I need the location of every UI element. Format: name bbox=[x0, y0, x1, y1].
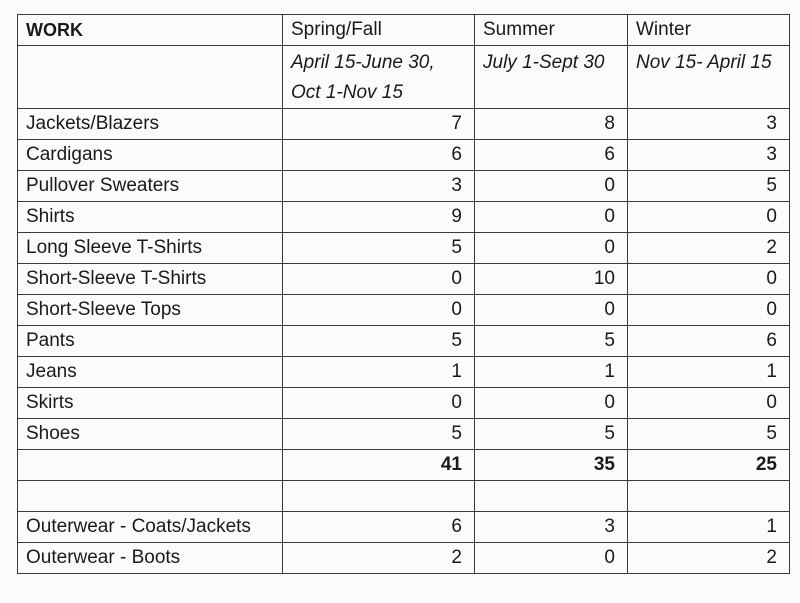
row-value-cell: 0 bbox=[283, 388, 475, 419]
row-value-cell: 0 bbox=[628, 202, 790, 233]
row-value-cell: 3 bbox=[283, 171, 475, 202]
row-value-cell: 1 bbox=[283, 357, 475, 388]
clothing-count-table bbox=[17, 14, 790, 574]
row-value-cell: 0 bbox=[628, 264, 790, 295]
column-header-spring-fall: Spring/Fall bbox=[283, 15, 475, 46]
empty-cell bbox=[283, 481, 475, 512]
empty-cell bbox=[475, 481, 628, 512]
row-label: Shirts bbox=[18, 202, 283, 233]
row-value-cell: 1 bbox=[475, 357, 628, 388]
table-row bbox=[18, 419, 790, 450]
date-range-spring-fall: April 15-June 30, Oct 1-Nov 15 bbox=[283, 46, 475, 109]
clothing-table-container bbox=[17, 14, 789, 574]
row-label: Jeans bbox=[18, 357, 283, 388]
row-value-cell: 2 bbox=[283, 543, 475, 574]
date-range-summer: July 1-Sept 30 bbox=[475, 46, 628, 109]
row-value-cell: 5 bbox=[283, 233, 475, 264]
table-row bbox=[18, 109, 790, 140]
row-value-cell: 0 bbox=[475, 388, 628, 419]
date-range-empty-cell bbox=[18, 46, 283, 109]
row-value-cell: 1 bbox=[628, 357, 790, 388]
row-value-cell: 0 bbox=[475, 295, 628, 326]
row-value-cell: 7 bbox=[283, 109, 475, 140]
row-value-cell: 2 bbox=[628, 543, 790, 574]
row-value-cell: 0 bbox=[283, 264, 475, 295]
row-label: Short-Sleeve Tops bbox=[18, 295, 283, 326]
row-value-cell: 5 bbox=[628, 171, 790, 202]
row-label: Cardigans bbox=[18, 140, 283, 171]
row-value-cell: 0 bbox=[475, 543, 628, 574]
row-value-cell: 0 bbox=[628, 388, 790, 419]
spacer-row bbox=[18, 481, 790, 512]
outerwear-row bbox=[18, 512, 790, 543]
totals-label-cell bbox=[18, 450, 283, 481]
row-value-cell: 5 bbox=[475, 419, 628, 450]
column-header-winter: Winter bbox=[628, 15, 790, 46]
row-value-cell: 0 bbox=[475, 171, 628, 202]
row-value-cell: 5 bbox=[283, 419, 475, 450]
total-value-cell: 35 bbox=[475, 450, 628, 481]
table-row bbox=[18, 202, 790, 233]
table-row bbox=[18, 140, 790, 171]
total-value-cell: 41 bbox=[283, 450, 475, 481]
row-label: Pants bbox=[18, 326, 283, 357]
row-value-cell: 0 bbox=[628, 295, 790, 326]
table-row bbox=[18, 295, 790, 326]
row-value-cell: 0 bbox=[283, 295, 475, 326]
row-value-cell: 9 bbox=[283, 202, 475, 233]
table-row bbox=[18, 171, 790, 202]
row-value-cell: 3 bbox=[475, 512, 628, 543]
row-value-cell: 8 bbox=[475, 109, 628, 140]
row-value-cell: 2 bbox=[628, 233, 790, 264]
row-value-cell: 0 bbox=[475, 233, 628, 264]
row-label: Long Sleeve T-Shirts bbox=[18, 233, 283, 264]
row-value-cell: 6 bbox=[283, 512, 475, 543]
empty-cell bbox=[18, 481, 283, 512]
empty-cell bbox=[628, 481, 790, 512]
outerwear-row bbox=[18, 543, 790, 574]
date-range-row bbox=[18, 46, 790, 109]
row-label: Jackets/Blazers bbox=[18, 109, 283, 140]
column-header-summer: Summer bbox=[475, 15, 628, 46]
table-row bbox=[18, 388, 790, 419]
row-label: Outerwear - Coats/Jackets bbox=[18, 512, 283, 543]
total-value-cell: 25 bbox=[628, 450, 790, 481]
row-value-cell: 5 bbox=[283, 326, 475, 357]
row-label: Pullover Sweaters bbox=[18, 171, 283, 202]
totals-row bbox=[18, 450, 790, 481]
row-value-cell: 3 bbox=[628, 109, 790, 140]
row-value-cell: 1 bbox=[628, 512, 790, 543]
row-label: Short-Sleeve T-Shirts bbox=[18, 264, 283, 295]
corner-title: WORK bbox=[18, 15, 283, 46]
row-value-cell: 6 bbox=[475, 140, 628, 171]
row-label: Outerwear - Boots bbox=[18, 543, 283, 574]
table-row bbox=[18, 357, 790, 388]
table-row bbox=[18, 264, 790, 295]
header-row bbox=[18, 15, 790, 46]
table-row bbox=[18, 233, 790, 264]
row-label: Shoes bbox=[18, 419, 283, 450]
row-value-cell: 3 bbox=[628, 140, 790, 171]
row-value-cell: 6 bbox=[283, 140, 475, 171]
row-value-cell: 6 bbox=[628, 326, 790, 357]
row-value-cell: 5 bbox=[475, 326, 628, 357]
row-value-cell: 0 bbox=[475, 202, 628, 233]
row-label: Skirts bbox=[18, 388, 283, 419]
table-row bbox=[18, 326, 790, 357]
row-value-cell: 10 bbox=[475, 264, 628, 295]
row-value-cell: 5 bbox=[628, 419, 790, 450]
date-range-winter: Nov 15- April 15 bbox=[628, 46, 790, 109]
